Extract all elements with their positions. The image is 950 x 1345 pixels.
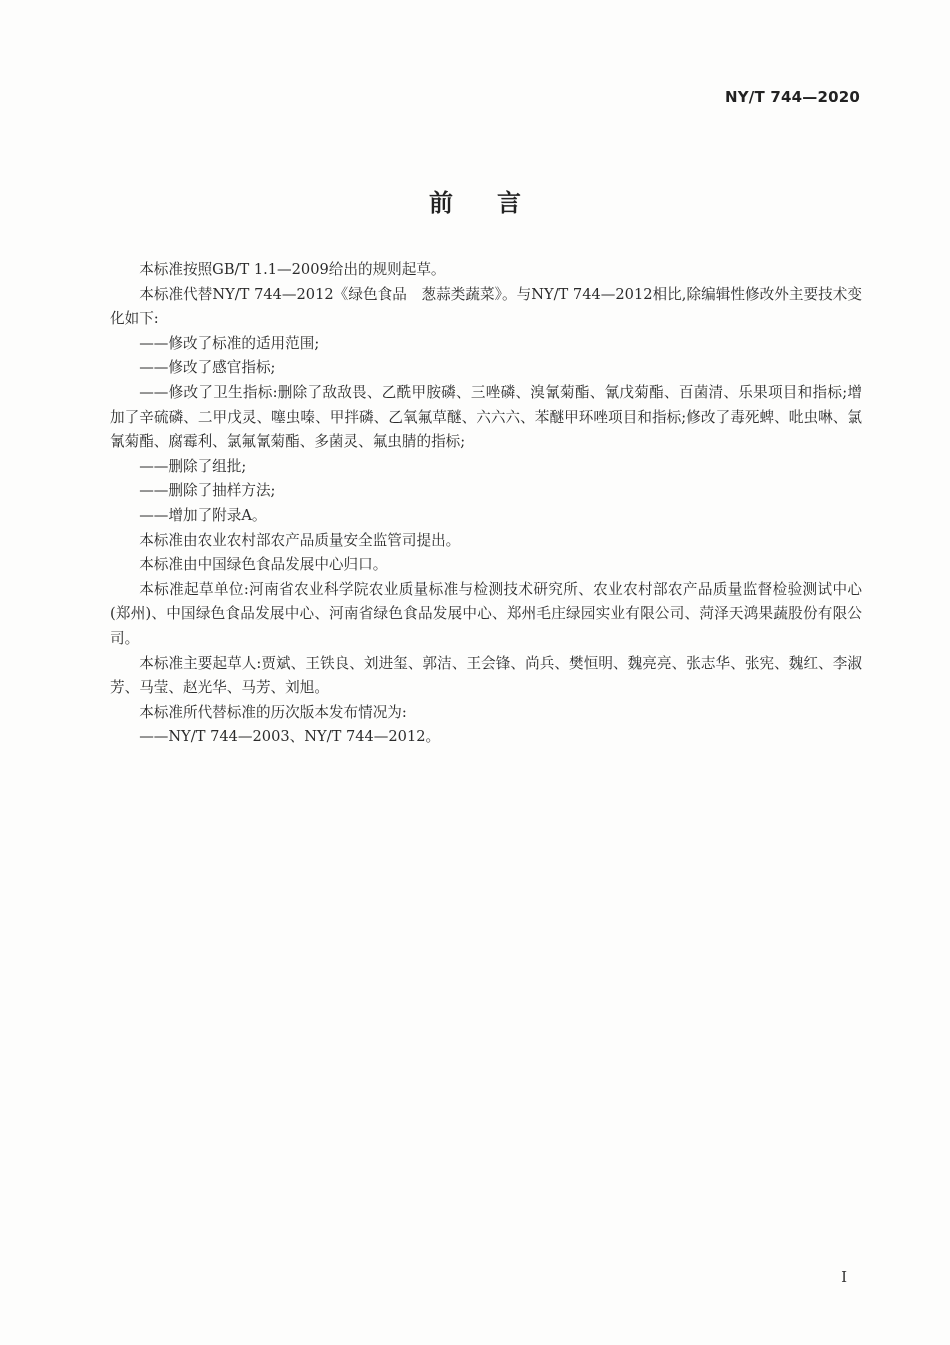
paragraph-drafting-rules: 本标准按照GB/T 1.1—2009给出的规则起草。 (139, 261, 446, 278)
page-title: 前言 (429, 189, 565, 217)
list-item-batch: ——删除了组批; (139, 457, 247, 475)
list-item-hygiene: ——修改了卫生指标:删除了敌敌畏、乙酰甲胺磷、三唑磷、溴氰菊酯、氰戊菊酯、百菌清、乐果项目和指标;增加了辛硫磷、二甲戊灵、噻虫嗪、甲拌磷、乙氧氟草醚、六六六、苯醚甲环唑项目和指标;修改了毒死蜱、吡虫啉、氯氰菊酯、腐霉利、氯氟氰菊酯、多菌灵、氟虫腈的指标; (110, 383, 862, 451)
paragraph-replacement: 本标准代替NY/T 744—2012《绿色食品 葱蒜类蔬菜》。与NY/T 744—2012相比,除编辑性修改外主要技术变化如下: (110, 285, 862, 328)
page-number: I (841, 1268, 847, 1286)
paragraph-centralized: 本标准由中国绿色食品发展中心归口。 (139, 556, 388, 574)
list-item-previous-versions: ——NY/T 744—2003、NY/T 744—2012。 (139, 728, 441, 746)
paragraph-proposer: 本标准由农业农村部农产品质量安全监管司提出。 (139, 531, 461, 549)
list-item-sensory: ——修改了感官指标; (139, 359, 276, 377)
list-item-sampling: ——删除了抽样方法; (139, 482, 276, 500)
list-item-scope: ——修改了标准的适用范围; (139, 334, 320, 352)
list-item-appendix: ——增加了附录A。 (139, 506, 267, 524)
paragraph-history: 本标准所代替标准的历次版本发布情况为: (139, 703, 407, 721)
standard-code: NY/T 744—2020 (724, 88, 860, 106)
foreword-body (110, 258, 862, 750)
paragraph-drafters: 本标准主要起草人:贾斌、王铁良、刘进玺、郭洁、王会锋、尚兵、樊恒明、魏亮亮、张志华、张宪、魏红、李淑芳、马莹、赵光华、马芳、刘旭。 (110, 654, 862, 697)
paragraph-drafting-units: 本标准起草单位:河南省农业科学院农业质量标准与检测技术研究所、农业农村部农产品质量监督检验测试中心(郑州)、中国绿色食品发展中心、河南省绿色食品发展中心、郑州毛庄绿园实业有限公司、菏泽天鸿果蔬股份有限公司。 (110, 580, 862, 647)
